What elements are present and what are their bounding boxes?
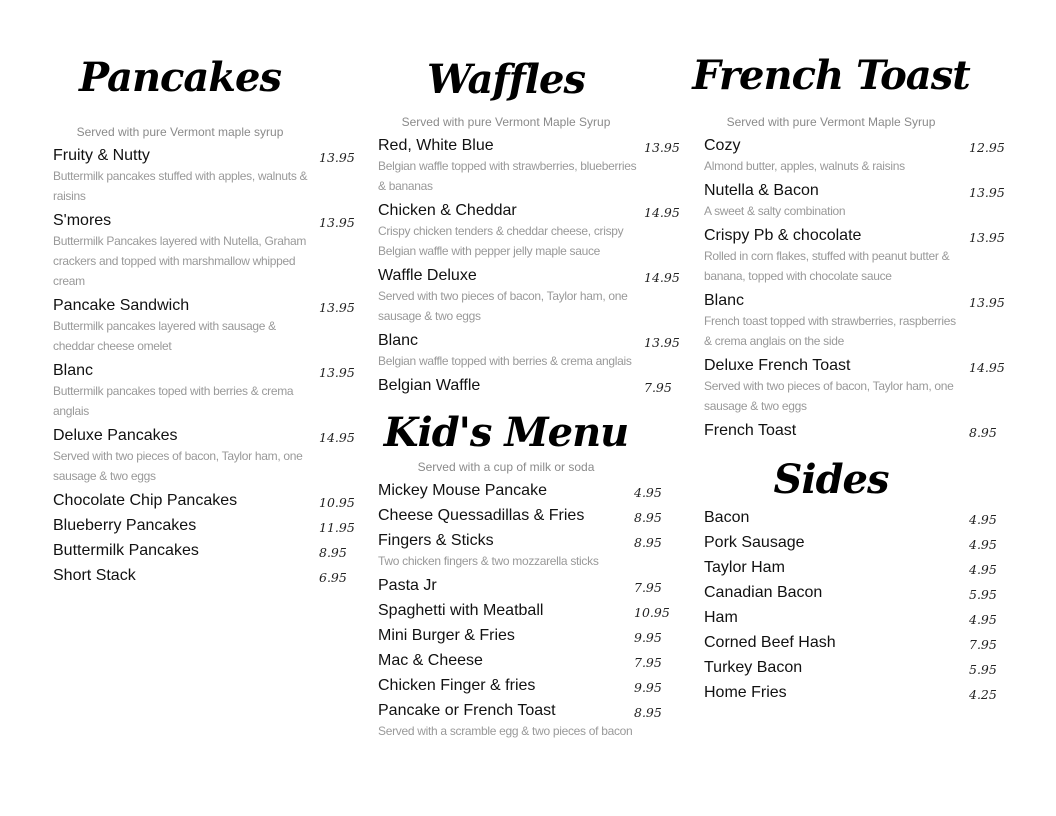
- item-price: 8.95: [634, 535, 662, 550]
- item-price: 10.95: [319, 495, 355, 510]
- item-name: Fingers & Sticks: [378, 532, 494, 549]
- menu-item: [378, 376, 672, 396]
- item-description: Buttermilk pancakes layered with sausage & cheddar cheese omelet: [53, 319, 276, 353]
- item-name: Cheese Quessadillas & Fries: [378, 507, 585, 524]
- item-name: Pasta Jr: [378, 577, 437, 594]
- item-description: Buttermilk pancakes toped with berries & crema anglais: [53, 384, 294, 418]
- item-name: Pancake Sandwich: [53, 297, 190, 314]
- item-name: Blueberry Pancakes: [53, 517, 197, 534]
- menu-item: [53, 146, 355, 206]
- menu-item: [704, 633, 997, 653]
- section-title-pancakes: Pancakes: [79, 54, 281, 101]
- menu-item: [378, 676, 666, 696]
- item-name: Chicken & Cheddar: [378, 202, 517, 219]
- item-name: Blanc: [378, 332, 419, 349]
- menu-item: [704, 533, 997, 553]
- item-price: 14.95: [319, 430, 355, 445]
- section-subtitle-kids: Served with a cup of milk or soda: [417, 460, 595, 474]
- item-name: Deluxe Pancakes: [53, 427, 178, 444]
- item-price: 9.95: [634, 630, 662, 645]
- item-description: Belgian waffle topped with berries & crema anglais: [378, 354, 632, 368]
- item-price: 7.95: [644, 380, 672, 395]
- sides-list: [671, 508, 997, 708]
- item-description: Served with two pieces of bacon, Taylor ham, one sausage & two eggs: [53, 449, 303, 483]
- section-subtitle-pancakes: Served with pure Vermont maple syrup: [76, 125, 284, 139]
- french-toast-sides-column: [671, 52, 1005, 708]
- item-description: Served with two pieces of bacon, Taylor ham, one sausage & two eggs: [378, 289, 628, 323]
- item-name: S'mores: [53, 212, 112, 229]
- section-title-waffles: Waffles: [427, 56, 585, 103]
- item-price: 4.95: [969, 537, 997, 552]
- item-name: Deluxe French Toast: [704, 357, 851, 374]
- menu-item: [378, 136, 680, 196]
- menu-item: [378, 266, 680, 326]
- item-name: Chicken Finger & fries: [378, 677, 536, 694]
- item-name: Fruity & Nutty: [53, 147, 150, 164]
- item-price: 8.95: [319, 545, 347, 560]
- item-description: Served with two pieces of bacon, Taylor ham, one sausage & two eggs: [704, 379, 954, 413]
- menu-item: [704, 421, 997, 441]
- menu-item: [704, 658, 997, 678]
- menu-item: [378, 506, 666, 526]
- menu-item: [704, 291, 1005, 351]
- item-price: 13.95: [644, 335, 680, 350]
- item-price: 6.95: [319, 570, 347, 585]
- menu-item: [704, 583, 997, 603]
- item-name: Waffle Deluxe: [378, 267, 477, 284]
- item-description: Belgian waffle topped with strawberries, blueberries & bananas: [378, 159, 637, 193]
- item-price: 13.95: [319, 150, 355, 165]
- section-subtitle-french-toast: Served with pure Vermont Maple Syrup: [726, 115, 936, 129]
- item-name: Mac & Cheese: [378, 652, 483, 669]
- item-name: Home Fries: [704, 684, 787, 701]
- item-price: 4.95: [969, 612, 997, 627]
- item-price: 4.95: [969, 512, 997, 527]
- menu-item: [53, 541, 347, 561]
- item-description: Served with a scramble egg & two pieces of bacon: [378, 724, 633, 738]
- item-name: Belgian Waffle: [378, 377, 481, 394]
- menu-item: [704, 508, 997, 528]
- menu-item: [704, 181, 1005, 221]
- item-description: Rolled in corn flakes, stuffed with peanut butter & banana, topped with chocolate sauce: [704, 249, 950, 283]
- menu-item: [53, 491, 355, 511]
- item-price: 4.25: [969, 687, 997, 702]
- item-name: Pancake or French Toast: [378, 702, 556, 719]
- kids-list: [346, 481, 670, 746]
- item-name: Pork Sausage: [704, 534, 805, 551]
- item-price: 8.95: [634, 705, 662, 720]
- item-name: Blanc: [704, 292, 745, 309]
- waffles-list: [346, 136, 680, 401]
- item-price: 4.95: [634, 485, 662, 500]
- section-title-french-toast: French Toast: [692, 52, 970, 99]
- item-price: 13.95: [969, 230, 1005, 245]
- menu-item: [704, 683, 997, 703]
- pancakes-list: [20, 146, 355, 591]
- menu-item: [53, 426, 355, 486]
- pancakes-column: [20, 54, 355, 591]
- waffles-kids-column: [346, 56, 680, 746]
- item-name: Turkey Bacon: [704, 659, 803, 676]
- item-description: French toast topped with strawberries, raspberries & crema anglais on the side: [704, 314, 956, 348]
- menu-item: [378, 701, 666, 741]
- item-name: Mickey Mouse Pancake: [378, 482, 547, 499]
- menu-item: [378, 601, 670, 621]
- item-description: A sweet & salty combination: [704, 204, 846, 218]
- item-price: 13.95: [319, 215, 355, 230]
- section-title-sides: Sides: [773, 456, 889, 503]
- menu-item: [53, 566, 347, 586]
- menu-item: [378, 576, 666, 596]
- menu-item: [53, 516, 355, 536]
- item-description: Crispy chicken tenders & cheddar cheese, crispy Belgian waffle with pepper jelly maple sauce: [378, 224, 624, 258]
- item-name: Blanc: [53, 362, 94, 379]
- item-name: Corned Beef Hash: [704, 634, 836, 651]
- item-name: Mini Burger & Fries: [378, 627, 515, 644]
- item-name: Crispy Pb & chocolate: [704, 227, 862, 244]
- menu-item: [704, 136, 1005, 176]
- item-price: 12.95: [969, 140, 1005, 155]
- menu-item: [378, 481, 666, 501]
- item-name: Canadian Bacon: [704, 584, 823, 601]
- menu-item: [53, 361, 355, 421]
- item-price: 13.95: [319, 300, 355, 315]
- item-price: 13.95: [644, 140, 680, 155]
- item-price: 5.95: [969, 587, 997, 602]
- section-title-kids: Kid's Menu: [383, 409, 629, 456]
- item-price: 10.95: [634, 605, 670, 620]
- item-name: Buttermilk Pancakes: [53, 542, 199, 559]
- menu-item: [378, 201, 680, 261]
- item-price: 5.95: [969, 662, 997, 677]
- section-subtitle-waffles: Served with pure Vermont Maple Syrup: [401, 115, 611, 129]
- menu-item: [378, 531, 666, 571]
- item-name: Spaghetti with Meatball: [378, 602, 544, 619]
- item-description: Buttermilk Pancakes layered with Nutella, Graham crackers and topped with marshmallow whipped cream: [53, 234, 307, 288]
- item-name: Cozy: [704, 137, 741, 154]
- item-price: 9.95: [634, 680, 662, 695]
- item-name: Short Stack: [53, 567, 136, 584]
- item-description: Two chicken fingers & two mozzarella sticks: [378, 554, 599, 568]
- item-price: 11.95: [319, 520, 355, 535]
- menu-item: [378, 626, 666, 646]
- item-price: 14.95: [969, 360, 1005, 375]
- item-name: Taylor Ham: [704, 559, 785, 576]
- item-name: Red, White Blue: [378, 137, 494, 154]
- item-name: French Toast: [704, 422, 797, 439]
- item-price: 7.95: [634, 655, 662, 670]
- item-name: Nutella & Bacon: [704, 182, 819, 199]
- menu-item: [378, 331, 680, 371]
- menu-item: [704, 608, 997, 628]
- item-name: Chocolate Chip Pancakes: [53, 492, 238, 509]
- item-description: Almond butter, apples, walnuts & raisins: [704, 159, 905, 173]
- item-price: 8.95: [634, 510, 662, 525]
- item-price: 13.95: [319, 365, 355, 380]
- menu-item: [53, 296, 355, 356]
- item-price: 7.95: [969, 637, 997, 652]
- item-price: 14.95: [644, 270, 680, 285]
- item-price: 4.95: [969, 562, 997, 577]
- menu-item: [704, 558, 997, 578]
- item-price: 7.95: [634, 580, 662, 595]
- item-price: 13.95: [969, 295, 1005, 310]
- menu-item: [378, 651, 666, 671]
- item-name: Bacon: [704, 509, 750, 526]
- french-toast-list: [671, 136, 1005, 446]
- item-price: 13.95: [969, 185, 1005, 200]
- item-name: Ham: [704, 609, 738, 626]
- menu-item: [704, 356, 1005, 416]
- item-price: 8.95: [969, 425, 997, 440]
- menu-item: [704, 226, 1005, 286]
- menu-item: [53, 211, 355, 291]
- item-description: Buttermilk pancakes stuffed with apples, walnuts & raisins: [53, 169, 308, 203]
- item-price: 14.95: [644, 205, 680, 220]
